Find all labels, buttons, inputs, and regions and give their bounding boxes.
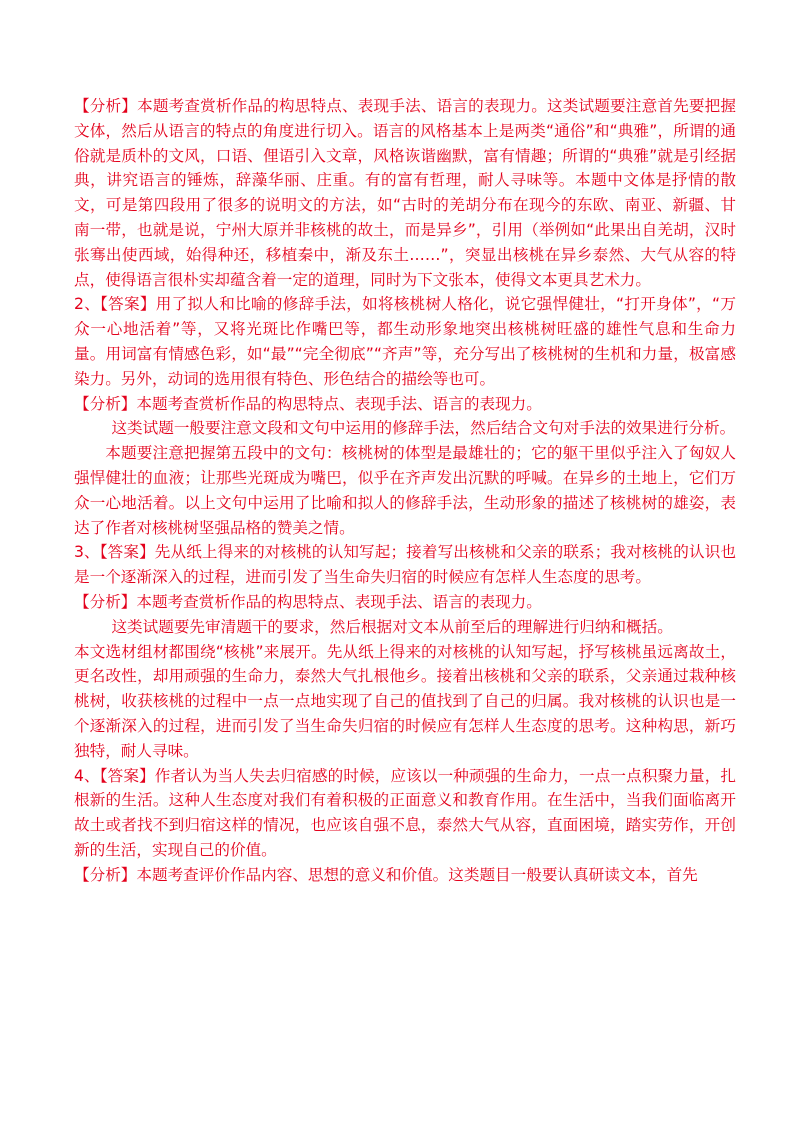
analysis-3-paragraph-1: 这类试题要先审清题干的要求，然后根据对文本从前至后的理解进行归纳和概括。	[111, 617, 673, 636]
analysis-4-heading: 【分析】本题考查评价作品内容、思想的意义和价值。这类题目一般要认真研读文本，首先	[74, 865, 698, 884]
analysis-2-paragraph-1: 这类试题一般要注意文段和文句中运用的修辞手法，然后结合文句对手法的效果进行分析。	[111, 419, 736, 438]
answer-4-paragraph: 4、【答案】作者认为当人失去归宿感的时候，应该以一种顽强的生命力，一点一点积聚力量，扎根新的生活。这种人生态度对我们有着积极的正面意义和教育作用。在生活中，当我们面临离开故土或者找不到归宿这样的情况，也应该自强不息，泰然大气从容，直面困境，踏实劳作，开创新的生活，实现自己的价值。	[74, 766, 736, 859]
analysis-paragraph-1: 【分析】本题考查赏析作品的构思特点、表现手法、语言的表现力。这类试题要注意首先要把握文体，然后从语言的特点的角度进行切入。语言的风格基本上是两类“通俗”和“典雅”，所谓的通俗就是质朴的文风，口语、俚语引入文章，风格诙谐幽默，富有情趣；所谓的“典雅”就是引经据典，讲究语言的锤炼，辞藻华丽、庄重。有的富有哲理，耐人寻味等。本题中文体是抒情的散文，可是第四段用了很多的说明文的方法，如“古时的羌胡分布在现今的东欧、南亚、新疆、甘南一带，也就是说，宁州大原并非核桃的故土，而是异乡”，引用（举例如“此果出自羌胡，汉时张骞出使西域，始得种还，移植秦中，渐及东土……”，突显出核桃在异乡泰然、大气从容的特点，使得语言很朴实却蕴含着一定的道理，同时为下文张本，使得文本更具艺术力。	[74, 97, 736, 289]
answer-3-paragraph: 3、【答案】先从纸上得来的对核桃的认知写起；接着写出核桃和父亲的联系；我对核桃的认识也是一个逐渐深入的过程，进而引发了当生命失归宿的时候应有怎样人生态度的思考。	[74, 543, 736, 587]
analysis-2-heading: 【分析】本题考查赏析作品的构思特点、表现手法、语言的表现力。	[74, 394, 542, 413]
answer-2-paragraph: 2、【答案】用了拟人和比喻的修辞手法，如将核桃树人格化，说它强悍健壮，“打开身体”，“万众一心地活着”等，又将光斑比作嘴巴等，都生动形象地突出核桃树旺盛的雄性气息和生命力量。用词富有情感色彩，如“最”“完全彻底”“齐声”等，充分写出了核桃树的生机和力量，极富感染力。另外，动词的选用很有特色、形色结合的描绘等也可。	[74, 295, 736, 388]
document-body	[74, 94, 736, 888]
analysis-3-heading: 【分析】本题考查赏析作品的构思特点、表现手法、语言的表现力。	[74, 592, 542, 611]
analysis-3-paragraph-2: 本文选材组材都围绕“核桃”来展开。先从纸上得来的对核桃的认知写起，抒写核桃虽远离故土，更名改性，却用顽强的生命力，泰然大气扎根他乡。接着出核桃和父亲的联系，父亲通过栽种核桃树，收获核桃的过程中一点一点地实现了自己的值找到了自己的归属。我对核桃的认识也是一个逐渐深入的过程，进而引发了当生命失归宿的时候应有怎样人生态度的思考。这种构思，新巧独特，耐人寻味。	[74, 642, 736, 760]
analysis-2-paragraph-2: 本题要注意把握第五段中的文句：核桃树的体型是最雄壮的；它的躯干里似乎注入了匈奴人强悍健壮的血液；让那些光斑成为嘴巴，似乎在齐声发出沉默的呼喊。在异乡的土地上，它们万众一心地活着。以上文句中运用了比喻和拟人的修辞手法，生动形象的描述了核桃树的雄姿，表达了作者对核桃树坚强品格的赞美之情。	[74, 444, 736, 537]
